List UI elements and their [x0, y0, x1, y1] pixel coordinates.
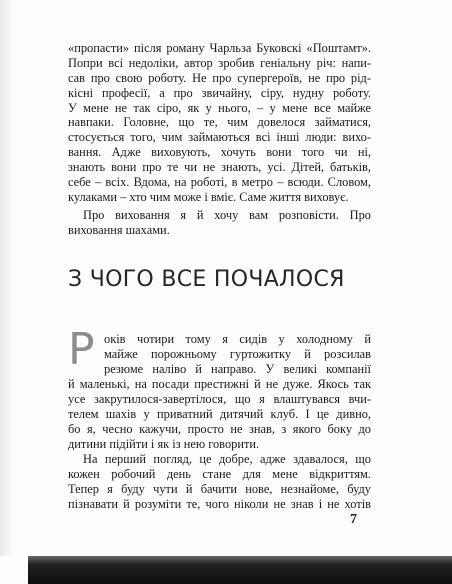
paragraph-2 — [68, 208, 371, 238]
text-line: дитини підійти і як із нею говорити. — [68, 436, 260, 451]
scan-bottom-edge — [28, 556, 452, 584]
text-line: бо я, чесно кажучи, просто не знав, з якого боку до — [68, 421, 371, 436]
paragraph-3-dropcap-lines — [104, 332, 371, 377]
text-line: майже порожньому гуртожитку й розсилав — [104, 346, 371, 361]
text-line: знають вони про те чи не знають, усі. Дітей, батьків, — [68, 160, 371, 175]
text-line: стосується того, чим займаються всі інші люди: вихо- — [68, 130, 371, 145]
text-line: Про виховання я й хочу вам розповісти. Про — [83, 208, 371, 222]
text-line: резюме наліво й направо. У великі компанії — [104, 361, 371, 376]
paragraph-3 — [68, 377, 371, 451]
text-line: й маленькі, на посади престижні й не дуже. Якось так — [68, 377, 371, 391]
text-line: Попри всі недоліки, автор зробив геніальну річ: напи- — [68, 55, 371, 70]
text-line: сав про свою роботу. Не про супергероїв, не про рід- — [68, 70, 371, 85]
text-line: У мене не так сіро, як у нього, – у мене все майже — [68, 100, 371, 115]
text-line: навпаки. Головне, що те, чим довелося займатися, — [68, 115, 371, 130]
page-number: 7 — [350, 512, 357, 527]
page-gutter-shadow — [0, 0, 14, 584]
text-line: На перший погляд, це добре, адже здавалося, що — [83, 452, 371, 466]
page-corner — [0, 556, 28, 584]
text-line: кожен робочий день стане для мене відкриттям. — [68, 466, 371, 481]
text-line: усе закрутилося-завертілося, що я влаштувався вчи- — [68, 391, 371, 406]
text-line: пізнавати й розуміти те, чого ніколи не знав і не хотів — [68, 496, 371, 511]
paragraph-4 — [68, 452, 371, 512]
text-line: виховання шахами. — [68, 222, 170, 237]
text-line: вання. Адже виховують, хочуть вони того чи ні, — [68, 145, 371, 160]
paragraph-1 — [68, 41, 371, 205]
chapter-title: З ЧОГО ВСЕ ПОЧАЛОСЯ — [68, 267, 345, 292]
text-line: кісні професії, а про звичайну, сіру, нудну роботу. — [68, 85, 371, 100]
text-line: кулаками – хто чим може і вміє. Саме життя виховує. — [68, 189, 349, 204]
text-line: телем шахів у приватний дитячий клуб. І це дивно, — [68, 406, 371, 421]
text-line: Тепер я буду чути й бачити нове, незнайоме, буду — [68, 481, 371, 496]
text-line: «пропасти» після роману Чарльза Буковскі «Поштамт». — [68, 41, 371, 55]
text-line: себе – всіх. Вдома, на роботі, в метро – всюди. Словом, — [68, 175, 371, 190]
drop-cap: Р — [68, 324, 95, 375]
text-line: оків чотири тому я сидів у холодному й — [104, 332, 371, 346]
